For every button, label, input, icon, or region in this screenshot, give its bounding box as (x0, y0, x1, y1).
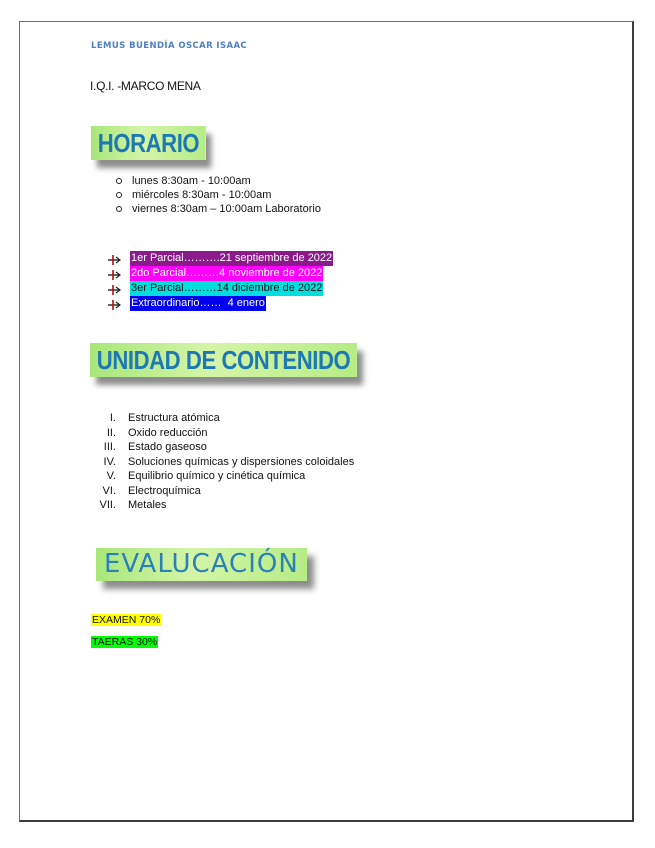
list-item (90, 426, 354, 441)
roman-numeral: VI. (102, 484, 116, 497)
list-item (116, 188, 321, 202)
arrow-bullet-icon (108, 268, 130, 280)
unit-title: Equilibrio químico y cinética química (128, 470, 306, 482)
list-item (108, 266, 333, 281)
circle-bullet-icon (116, 192, 122, 198)
exam-date: 3er Parcial………14 diciembre de 2022 (131, 282, 323, 295)
heading-unidad-de-contenido: UNIDAD DE CONTENIDO (90, 343, 357, 377)
roman-numeral: IV. (103, 455, 116, 468)
list-item (108, 296, 333, 311)
list-item (90, 498, 354, 513)
exam-date: 1er Parcial……….21 septiembre de 2022 (131, 252, 333, 265)
exam-date: Extraordinario…… 4 enero (131, 297, 265, 310)
tasks-weight: TAERAS 30% (92, 636, 158, 648)
list-item (108, 281, 333, 296)
list-item (90, 484, 354, 499)
circle-bullet-icon (116, 206, 122, 212)
list-item (90, 455, 354, 470)
exam-weight: EXAMEN 70% (92, 614, 161, 626)
roman-numeral: V. (106, 470, 116, 482)
arrow-bullet-icon (108, 298, 130, 310)
exam-dates-list (108, 251, 333, 311)
unit-title: Oxido reducción (128, 426, 208, 439)
schedule-item: lunes 8:30am - 10:00am (132, 175, 251, 187)
heading-evaluacion: EVALUCACIÓN (96, 548, 307, 581)
unit-title: Estructura atómica (128, 412, 220, 424)
list-item (108, 251, 333, 266)
unit-title: Estado gaseoso (128, 441, 207, 453)
schedule-item: miércoles 8:30am - 10:00am (132, 189, 272, 201)
roman-numeral: I. (109, 412, 116, 424)
course-line: I.Q.I. -MARCO MENA (90, 79, 201, 93)
list-item (90, 440, 354, 455)
roman-numeral: VII. (99, 499, 116, 511)
author-name: LEMUS BUENDÍA OSCAR ISAAC (91, 41, 248, 51)
exam-date: 2do Parcial………4 noviembre de 2022 (131, 267, 323, 280)
schedule-item: viernes 8:30am – 10:00am Laboratorio (132, 203, 321, 215)
roman-numeral: II. (106, 426, 116, 439)
heading-horario: HORARIO (91, 126, 206, 160)
list-item (116, 202, 321, 216)
unit-title: Electroquímica (128, 484, 201, 497)
content-units-list (90, 411, 354, 513)
arrow-bullet-icon (108, 283, 130, 295)
circle-bullet-icon (116, 178, 122, 184)
schedule-list (116, 174, 321, 216)
list-item (90, 411, 354, 426)
document-page (19, 21, 634, 822)
list-item (116, 174, 321, 188)
roman-numeral: III. (103, 441, 116, 453)
unit-title: Soluciones químicas y dispersiones coloidales (128, 455, 355, 468)
arrow-bullet-icon (108, 253, 130, 265)
unit-title: Metales (128, 499, 167, 511)
list-item (90, 469, 354, 484)
